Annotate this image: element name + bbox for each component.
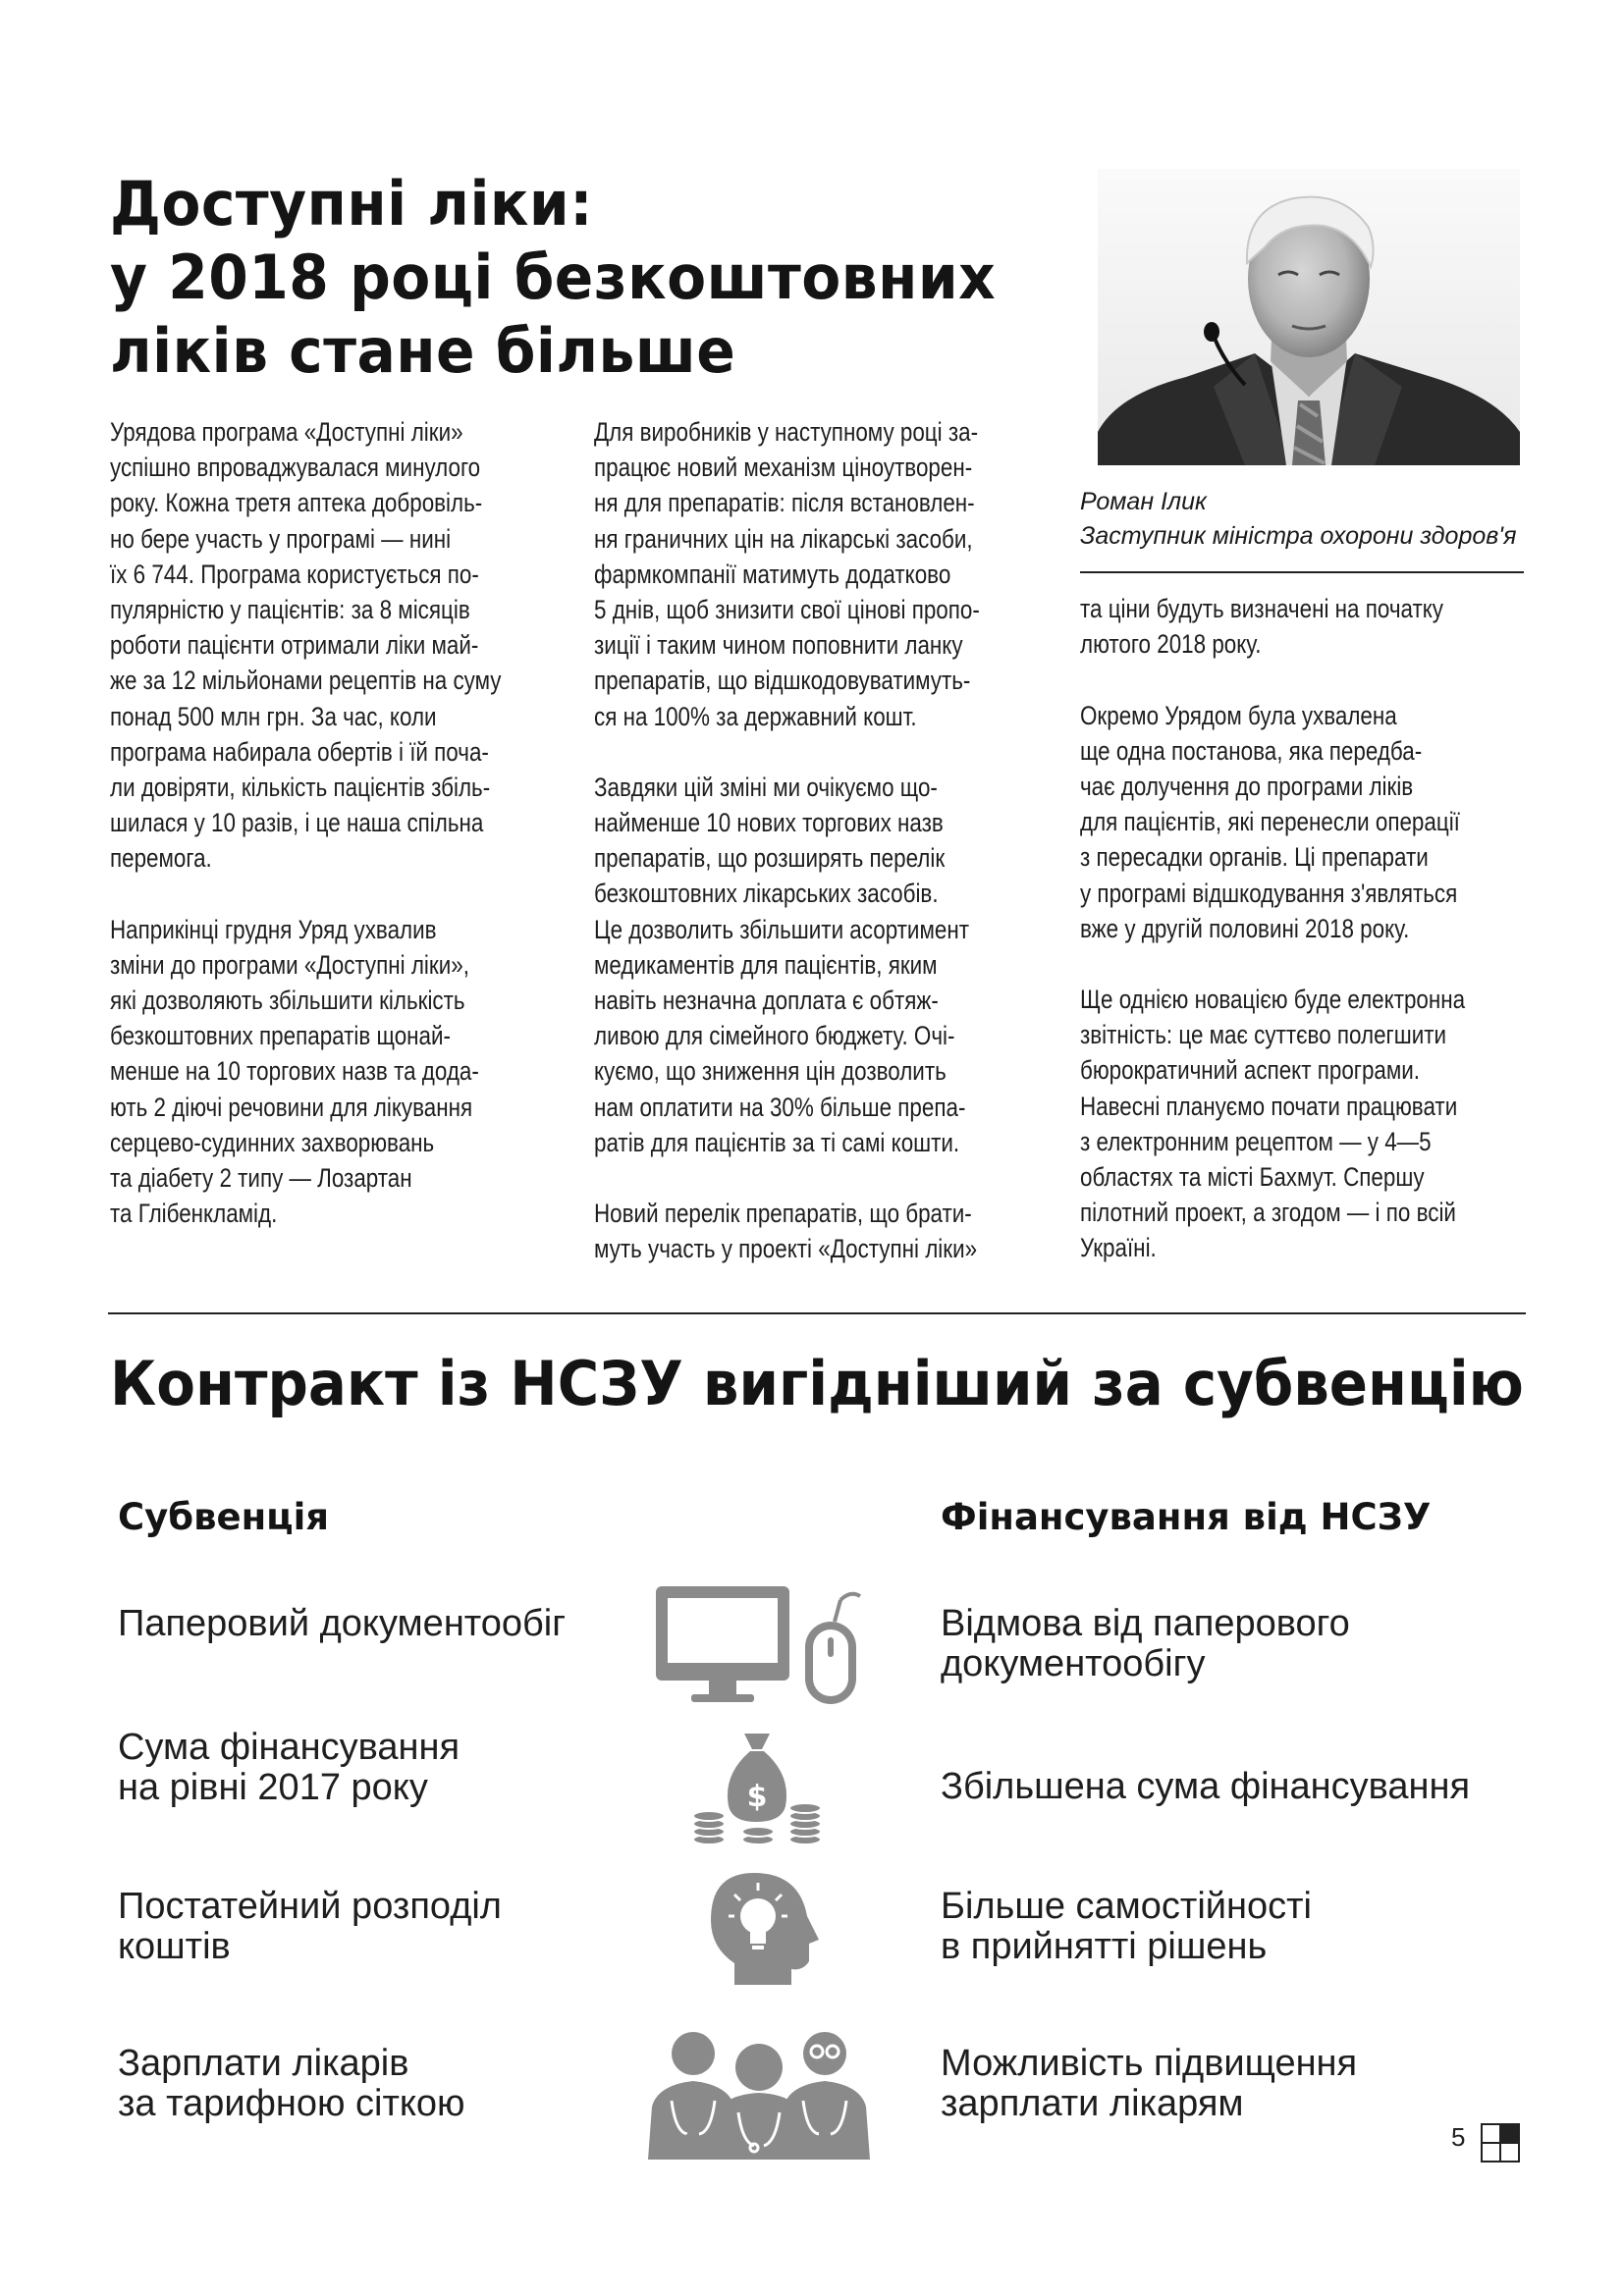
article-text-line: лютого 2018 року.: [1080, 629, 1262, 660]
subvention-item: [118, 1728, 460, 1808]
article-text-line: програма набирала обертів і їй поча-: [110, 736, 489, 767]
grid-logo-icon: [1481, 2123, 1520, 2163]
money-bag-coins-icon: [687, 1728, 825, 1845]
article-text-line: Наприкінці грудня Уряд ухвалив: [110, 914, 437, 944]
article-text-line: Завдяки цій зміні ми очікуємо що-: [594, 772, 938, 802]
article-text-line: які дозволяють збільшити кількість: [110, 986, 465, 1015]
article-title-line: у 2018 році безкоштовних: [110, 241, 997, 313]
paragraph-gap: [110, 876, 493, 911]
article-text-line: ють 2 діючі речовини для лікування: [110, 1092, 473, 1122]
article-text-line: медикаментів для пацієнтів, яким: [594, 949, 938, 980]
item-text: Зарплати лікарів: [118, 2043, 409, 2084]
item-text: Постатейний розподіл: [118, 1886, 502, 1927]
article-text-line: муть участь у проекті «Доступні ліки»: [594, 1234, 978, 1264]
article-text-line: з пересадки органів. Ці препарати: [1080, 842, 1429, 873]
article-text-line: та Глібенкламід.: [110, 1199, 278, 1229]
article-text-line: же за 12 мільйонами рецептів на суму: [110, 666, 502, 696]
article-title-line: ліків стане більше: [110, 315, 736, 387]
article-text-line: бюрократичний аспект програми.: [1080, 1055, 1421, 1086]
item-text: Збільшена сума фінансування: [941, 1766, 1471, 1807]
item-text: зарплати лікарям: [941, 2083, 1244, 2124]
article-column-2: [594, 414, 980, 1267]
article-text-line: зиції і таким чином поповнити ланку: [594, 630, 963, 661]
paragraph-gap: [1080, 662, 1463, 697]
article-text-line: ня для препаратів: після встановлен-: [594, 488, 975, 518]
caption-divider: [1080, 571, 1524, 573]
article-text-line: ся на 100% за державний кошт.: [594, 701, 917, 731]
page-number: 5: [1451, 2122, 1466, 2152]
article-text-line: но бере участь у програмі — нині: [110, 523, 452, 554]
article-text-line: зміни до програми «Доступні ліки»,: [110, 949, 469, 980]
item-text: Більше самостійності: [941, 1886, 1312, 1927]
item-text: в прийнятті рішень: [941, 1926, 1268, 1967]
article-text-line: нам оплатити на 30% більше препа-: [594, 1092, 966, 1122]
paragraph-gap: [594, 1160, 977, 1196]
article-text-line: Новий перелік препаратів, що брати-: [594, 1199, 972, 1229]
article-text-line: шилася у 10 разів, і це наша спільна: [110, 808, 484, 838]
article-text-line: безкоштовних препаратів щонай-: [110, 1021, 451, 1051]
article-text-line: Ще однією новацією буде електронна: [1080, 985, 1466, 1015]
article-text-line: 5 днів, щоб знизити свої цінові пропо-: [594, 594, 980, 624]
subvention-item: [118, 1887, 502, 1967]
article-text-line: року. Кожна третя аптека добровіль-: [110, 488, 483, 518]
portrait-photo: [1098, 169, 1520, 465]
paragraph-gap: [1080, 946, 1463, 982]
article-text-line: ратів для пацієнтів за ті самі кошти.: [594, 1127, 960, 1157]
article-text-line: Україні.: [1080, 1233, 1157, 1263]
paragraph-gap: [594, 734, 977, 770]
nszu-item: [941, 1887, 1312, 1967]
article-text-line: та ціни будуть визначені на початку: [1080, 594, 1443, 623]
caption-position: Заступник міністра охорони здоров'я: [1080, 522, 1517, 550]
article-text-line: роботи пацієнти отримали ліки май-: [110, 630, 479, 661]
article-text-line: препаратів, що розширять перелік: [594, 843, 946, 874]
article-text-line: у програмі відшкодування з'являться: [1080, 878, 1458, 908]
article-column-1: [110, 414, 502, 1231]
article-text-line: Урядова програма «Доступні ліки»: [110, 417, 463, 447]
article-text-line: Навесні плануємо почати працювати: [1080, 1091, 1458, 1121]
item-text: документообігу: [941, 1643, 1206, 1684]
item-text: коштів: [118, 1926, 231, 1967]
article-text-line: з електронним рецептом — у 4—5: [1080, 1126, 1432, 1156]
article-title: [110, 167, 1092, 388]
item-text: Можливість підвищення: [941, 2043, 1358, 2084]
doctors-group-icon: [648, 2024, 870, 2160]
article-text-line: понад 500 млн грн. За час, коли: [110, 701, 437, 731]
article-text-line: чає долучення до програми ліків: [1080, 771, 1414, 801]
article-text-line: та діабету 2 типу — Лозартан: [110, 1162, 412, 1193]
svg-text:$: $: [746, 1780, 768, 1814]
subvention-item: [118, 1604, 566, 1644]
article-text-line: звітність: це має суттєво полегшити: [1080, 1020, 1446, 1050]
article-text-line: їх 6 744. Програма користується по-: [110, 559, 479, 589]
nszu-item: [941, 1767, 1470, 1807]
subvention-item: [118, 2044, 465, 2124]
item-text: Сума фінансування: [118, 1727, 460, 1768]
article-text-line: фармкомпанії матимуть додатково: [594, 559, 951, 589]
article-text-line: ливою для сімейного бюджету. Очі-: [594, 1021, 955, 1051]
article-text-line: серцево-судинних захворювань: [110, 1127, 435, 1157]
article-text-line: безкоштовних лікарських засобів.: [594, 879, 939, 909]
article-text-line: для пацієнтів, які перенесли операції: [1080, 807, 1460, 837]
article-text-line: ли довіряти, кількість пацієнтів збіль-: [110, 772, 491, 802]
article-text-line: Окремо Урядом була ухвалена: [1080, 700, 1397, 730]
item-text: Відмова від паперового: [941, 1603, 1350, 1644]
article-text-line: працює новий механізм ціноутворен-: [594, 453, 973, 483]
caption-name: Роман Ілик: [1080, 488, 1207, 515]
article-text-line: навіть незначна доплата є обтяж-: [594, 986, 939, 1015]
item-text: за тарифною сіткою: [118, 2083, 465, 2124]
article-text-line: куємо, що зниження цін дозволить: [594, 1056, 947, 1087]
item-text: на рівні 2017 року: [118, 1767, 428, 1808]
subvention-heading: Субвенція: [118, 1496, 330, 1538]
article-text-line: успішно впроваджувалася минулого: [110, 453, 481, 483]
article-text-line: пілотний проект, а згодом — і по всій: [1080, 1198, 1456, 1228]
article-text-line: менше на 10 торгових назв та дода-: [110, 1056, 479, 1087]
comparison-title: Контракт із НСЗУ вигідніший за субвенцію: [110, 1348, 1524, 1419]
article-text-line: областях та місті Бахмут. Спершу: [1080, 1162, 1425, 1192]
article-text-line: перемога.: [110, 843, 212, 874]
article-text-line: вже у другій половині 2018 року.: [1080, 913, 1410, 943]
article-text-line: Це дозволить збільшити асортимент: [594, 914, 969, 944]
article-column-3: [1080, 591, 1466, 1266]
article-text-line: ще одна постанова, яка передба-: [1080, 735, 1423, 766]
section-divider: [108, 1312, 1526, 1314]
article-text-line: найменше 10 нових торгових назв: [594, 808, 944, 838]
photo-caption: [1080, 485, 1524, 554]
computer-mouse-icon: [648, 1582, 864, 1710]
article-text-line: Для виробників у наступному році за-: [594, 417, 979, 447]
article-text-line: препаратів, що відшкодовуватимуть-: [594, 666, 971, 696]
item-text: Паперовий документообіг: [118, 1603, 567, 1644]
head-lightbulb-icon: [705, 1869, 821, 1987]
article-title-line: Доступні ліки:: [110, 168, 594, 240]
nszu-item: [941, 1604, 1350, 1684]
nszu-item: [941, 2044, 1357, 2124]
article-text-line: ня граничних цін на лікарські засоби,: [594, 523, 973, 554]
nszu-heading: Фінансування від НСЗУ: [941, 1496, 1432, 1538]
article-text-line: пулярністю у пацієнтів: за 8 місяців: [110, 594, 470, 624]
